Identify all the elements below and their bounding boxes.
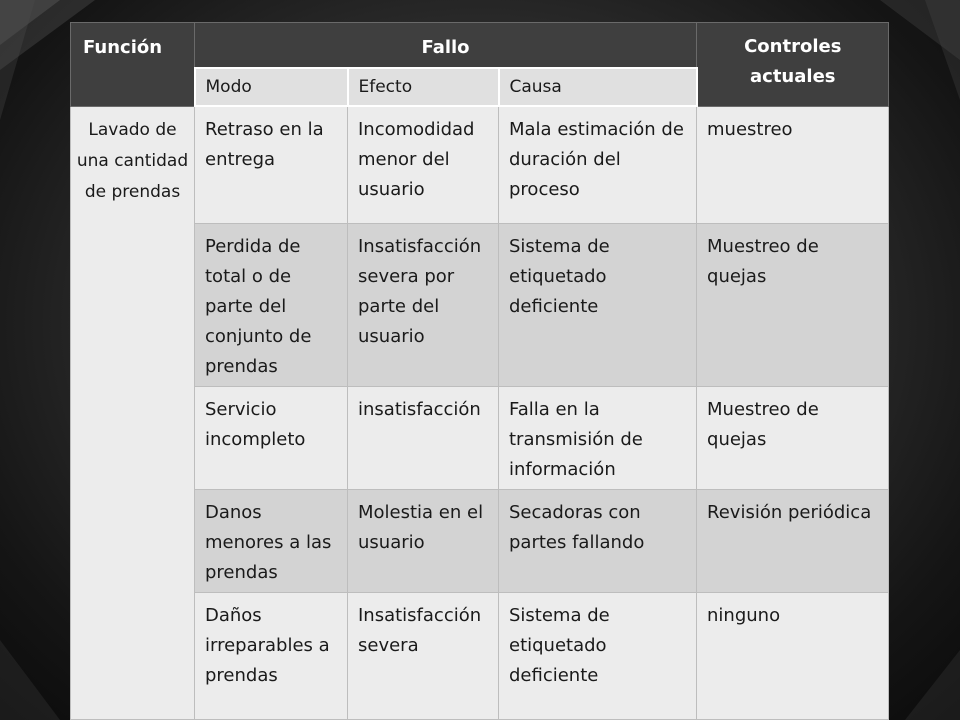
header-row (71, 23, 889, 69)
cell-modo: Danos menores a las prendas (195, 489, 348, 592)
subheader-causa: Causa (499, 68, 697, 106)
header-controles: Controles actuales (697, 23, 889, 107)
cell-causa: Sistema de etiquetado deficiente (499, 592, 697, 719)
cell-efecto: Insatisfacción severa por parte del usuario (348, 223, 499, 386)
cell-causa: Sistema de etiquetado deficiente (499, 223, 697, 386)
cell-efecto: Incomodidad menor del usuario (348, 106, 499, 223)
cell-controles: ninguno (697, 592, 889, 719)
cell-modo: Retraso en la entrega (195, 106, 348, 223)
cell-efecto: insatisfacción (348, 386, 499, 489)
cell-causa: Falla en la transmisión de información (499, 386, 697, 489)
fmea-table (70, 22, 889, 720)
header-funcion: Función (71, 23, 195, 107)
table-row (71, 106, 889, 223)
header-fallo: Fallo (195, 23, 697, 69)
cell-controles: muestreo (697, 106, 889, 223)
cell-modo: Daños irreparables a prendas (195, 592, 348, 719)
cell-modo: Servicio incompleto (195, 386, 348, 489)
cell-efecto: Insatisfacción severa (348, 592, 499, 719)
cell-efecto: Molestia en el usuario (348, 489, 499, 592)
subheader-efecto: Efecto (348, 68, 499, 106)
cell-controles: Muestreo de quejas (697, 223, 889, 386)
cell-causa: Secadoras con partes fallando (499, 489, 697, 592)
cell-controles: Muestreo de quejas (697, 386, 889, 489)
cell-modo: Perdida de total o de parte del conjunto de prendas (195, 223, 348, 386)
cell-controles: Revisión periódica (697, 489, 889, 592)
funcion-cell: Lavado de una cantidad de prendas (71, 106, 195, 719)
cell-causa: Mala estimación de duración del proceso (499, 106, 697, 223)
subheader-modo: Modo (195, 68, 348, 106)
